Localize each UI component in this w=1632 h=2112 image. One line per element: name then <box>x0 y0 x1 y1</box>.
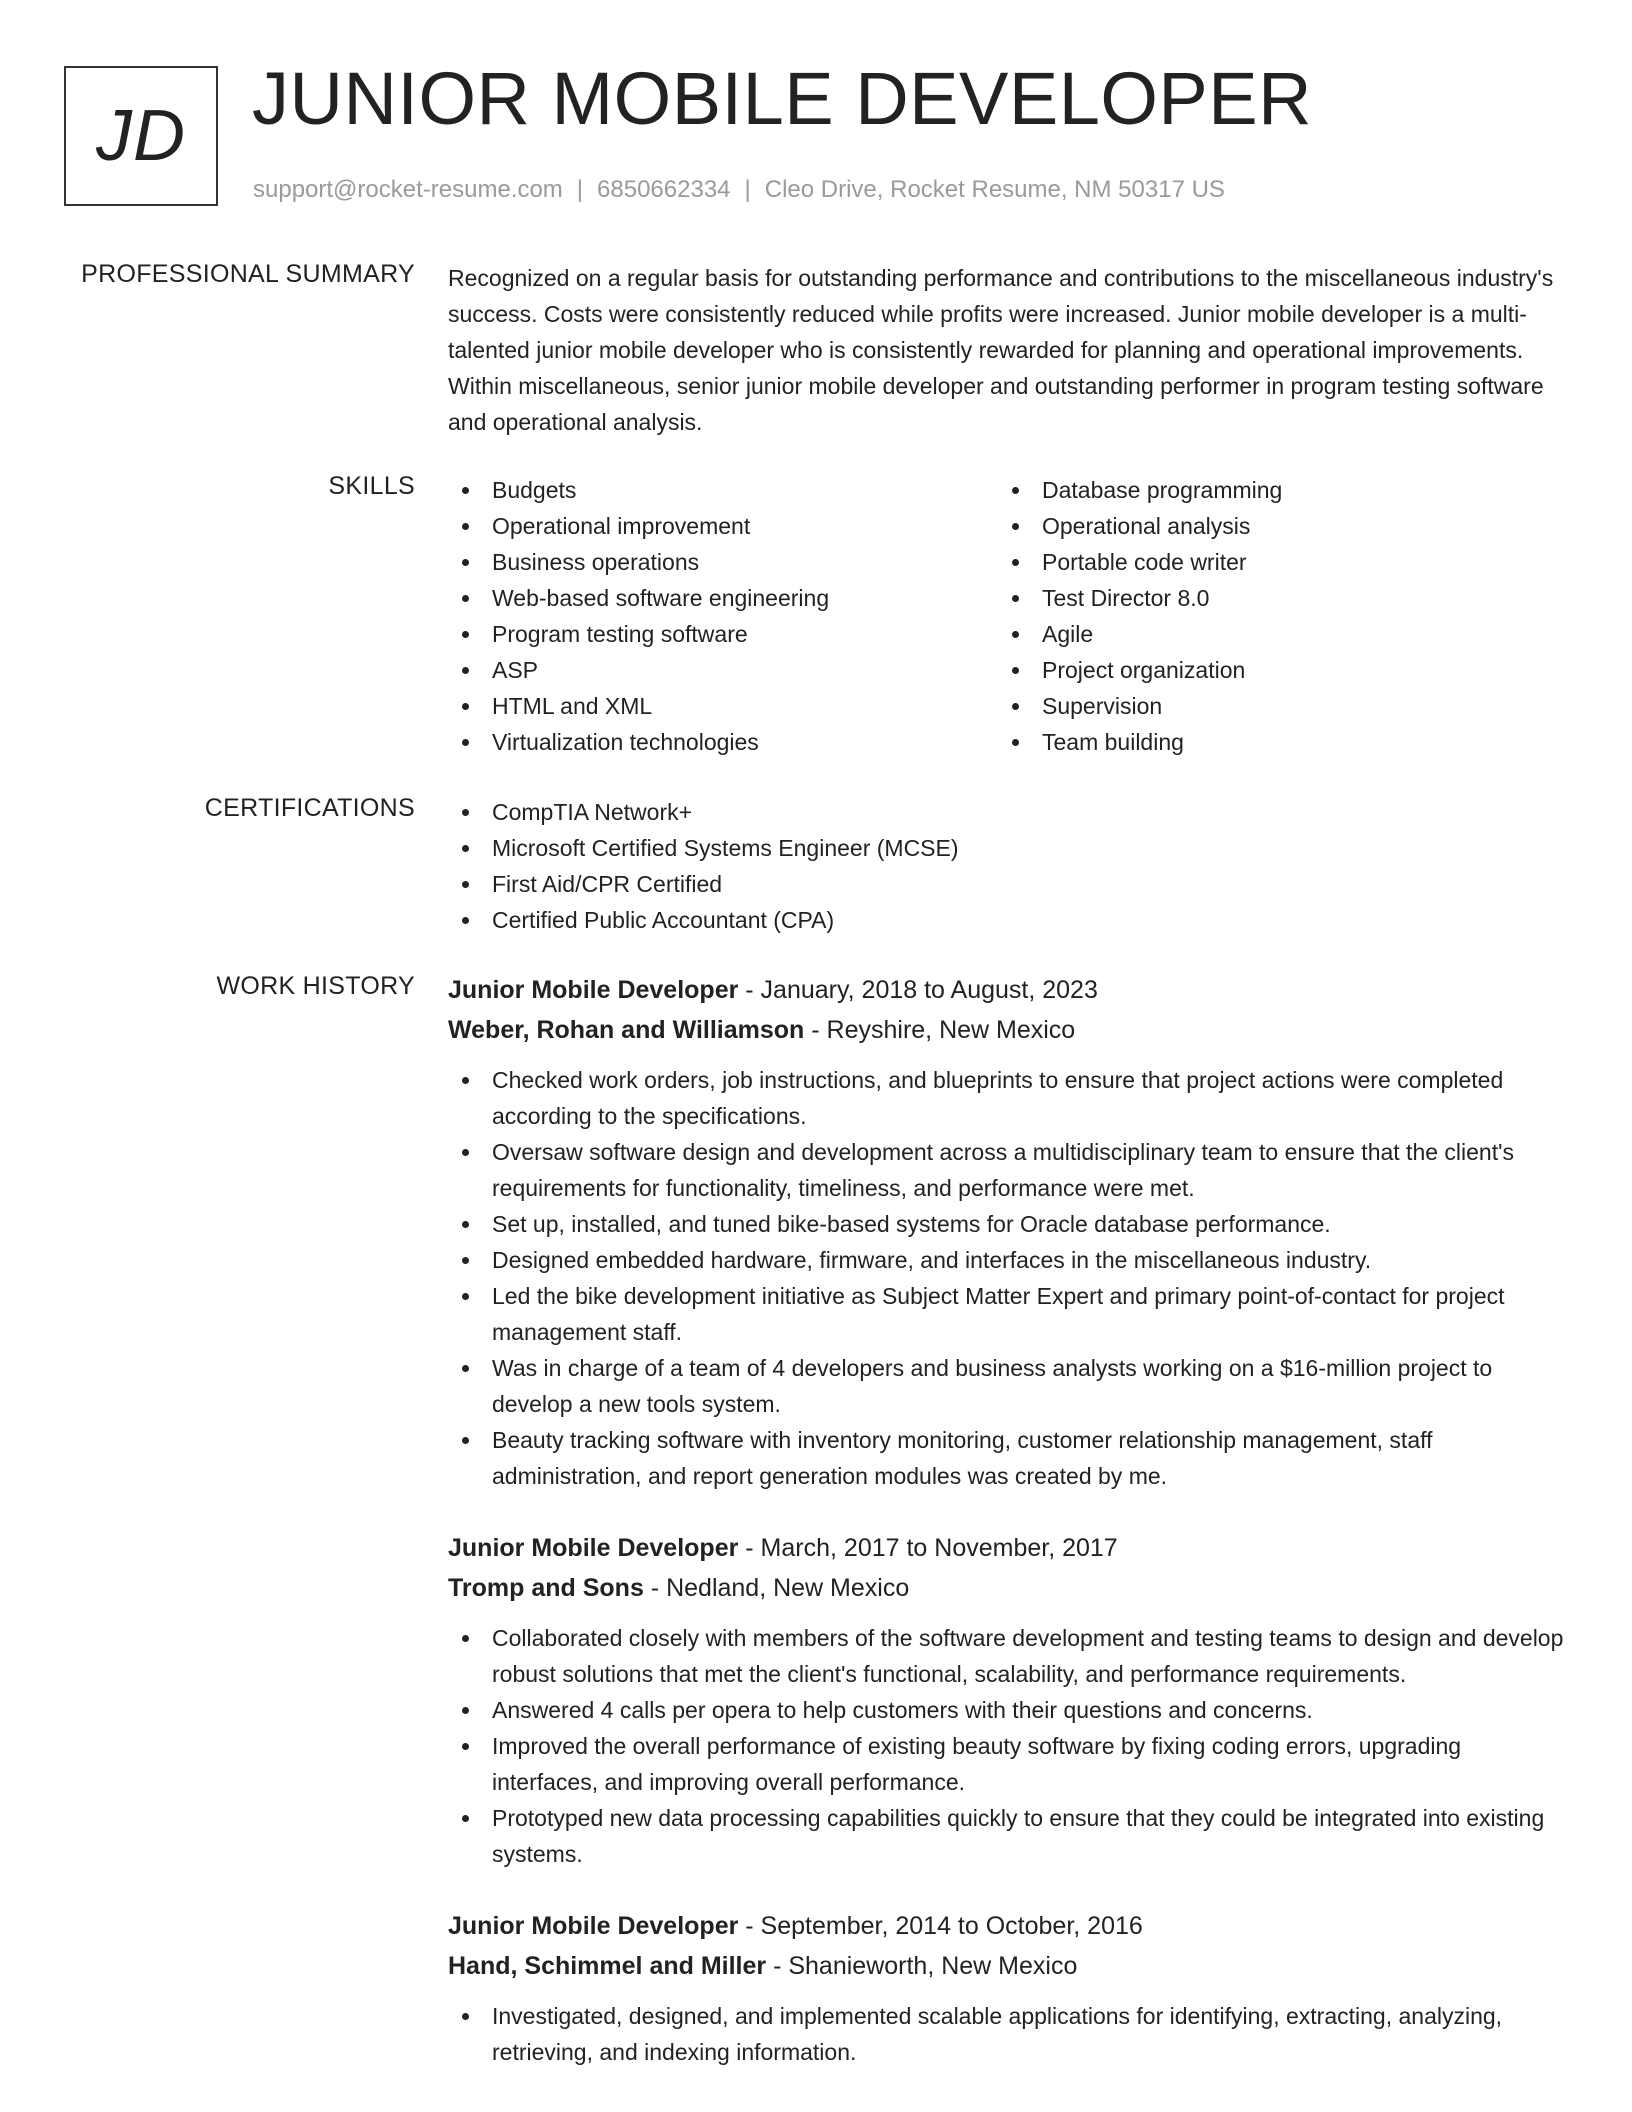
job-entry <box>448 1528 1568 1872</box>
skill-item: HTML and XML <box>448 688 998 724</box>
skill-item: Budgets <box>448 472 998 508</box>
job-title: Junior Mobile Developer <box>448 1912 739 1940</box>
contact-separator: | <box>576 176 584 203</box>
skills-body <box>448 472 1568 760</box>
certifications-list <box>448 794 1568 938</box>
job-bullet: Designed embedded hardware, firmware, and interfaces in the miscellaneous industry. <box>448 1242 1568 1278</box>
summary-heading: PROFESSIONAL SUMMARY <box>81 260 415 288</box>
job-title-line <box>448 1906 1568 1946</box>
job-entry <box>448 1906 1568 2070</box>
certification-item: CompTIA Network+ <box>448 794 1568 830</box>
job-bullets <box>448 1620 1568 1872</box>
job-dates: - January, 2018 to August, 2023 <box>738 976 1098 1004</box>
skill-item: Database programming <box>998 472 1548 508</box>
certification-item: Microsoft Certified Systems Engineer (MCSE) <box>448 830 1568 866</box>
job-dates: - September, 2014 to October, 2016 <box>738 1912 1143 1940</box>
contact-separator: | <box>744 176 751 203</box>
job-company-line <box>448 1568 1568 1608</box>
summary-text: Recognized on a regular basis for outstanding performance and contributions to the miscellaneous industry's success. Costs were consistently reduced while profits were increased. Junior mobile developer is a multi-talented junior mobile developer who is consistently rewarded for planning and operational improvements. Within miscellaneous, senior junior mobile developer and outstanding performer in program testing software and operational analysis. <box>448 265 1554 435</box>
job-bullet: Answered 4 calls per opera to help customers with their questions and concerns. <box>448 1692 1568 1728</box>
skill-item: Supervision <box>998 688 1548 724</box>
job-title: Junior Mobile Developer <box>448 976 739 1004</box>
contact-phone: 6850662334 <box>597 176 731 203</box>
skill-item: Team building <box>998 724 1548 760</box>
certifications-heading: CERTIFICATIONS <box>204 794 415 822</box>
job-bullets <box>448 1062 1568 1494</box>
job-bullet: Set up, installed, and tuned bike-based systems for Oracle database performance. <box>448 1206 1568 1242</box>
skill-item: Test Director 8.0 <box>998 580 1548 616</box>
page-title: JUNIOR MOBILE DEVELOPER <box>252 57 1313 140</box>
skill-item: ASP <box>448 652 998 688</box>
contact-address: Cleo Drive, Rocket Resume, NM 50317 US <box>764 176 1225 203</box>
skills-heading: SKILLS <box>328 472 415 500</box>
contact-line <box>253 176 1225 204</box>
job-bullet: Improved the overall performance of existing beauty software by fixing coding errors, upgrading interfaces, and improving overall performance. <box>448 1728 1568 1800</box>
work-history-body <box>448 970 1568 2104</box>
job-company: Hand, Schimmel and Miller <box>448 1952 767 1980</box>
job-location: - Nedland, New Mexico <box>643 1574 910 1602</box>
skills-list-left <box>448 472 998 760</box>
job-title-line <box>448 1528 1568 1568</box>
job-bullet: Was in charge of a team of 4 developers and business analysts working on a $16-million project to develop a new tools system. <box>448 1350 1568 1422</box>
job-bullet: Investigated, designed, and implemented scalable applications for identifying, extracting, analyzing, retrieving, and indexing information. <box>448 1998 1568 2070</box>
job-location: - Reyshire, New Mexico <box>804 1016 1076 1044</box>
job-bullet: Collaborated closely with members of the software development and testing teams to design and develop robust solutions that met the client's functional, scalability, and performance requirements. <box>448 1620 1568 1692</box>
job-bullet: Prototyped new data processing capabilities quickly to ensure that they could be integrated into existing systems. <box>448 1800 1568 1872</box>
skill-item: Business operations <box>448 544 998 580</box>
job-company: Tromp and Sons <box>448 1574 644 1602</box>
skill-item: Agile <box>998 616 1548 652</box>
job-company: Weber, Rohan and Williamson <box>448 1016 805 1044</box>
job-company-line <box>448 1010 1568 1050</box>
job-bullet: Beauty tracking software with inventory monitoring, customer relationship management, staff administration, and report generation modules was created by me. <box>448 1422 1568 1494</box>
certification-item: First Aid/CPR Certified <box>448 866 1568 902</box>
job-bullet: Checked work orders, job instructions, and blueprints to ensure that project actions were completed according to the specifications. <box>448 1062 1568 1134</box>
skill-item: Virtualization technologies <box>448 724 998 760</box>
job-dates: - March, 2017 to November, 2017 <box>738 1534 1118 1562</box>
job-location: - Shanieworth, New Mexico <box>766 1952 1078 1980</box>
skill-item: Portable code writer <box>998 544 1548 580</box>
certifications-body <box>448 794 1568 938</box>
monogram: JD <box>64 66 218 206</box>
job-title: Junior Mobile Developer <box>448 1534 739 1562</box>
skill-item: Operational analysis <box>998 508 1548 544</box>
job-bullet: Led the bike development initiative as Subject Matter Expert and primary point-of-contact for project management staff. <box>448 1278 1568 1350</box>
job-bullets <box>448 1998 1568 2070</box>
skill-item: Web-based software engineering <box>448 580 998 616</box>
skill-item: Program testing software <box>448 616 998 652</box>
certification-item: Certified Public Accountant (CPA) <box>448 902 1568 938</box>
job-entry <box>448 970 1568 1494</box>
skill-item: Operational improvement <box>448 508 998 544</box>
job-bullet: Oversaw software design and development across a multidisciplinary team to ensure that the client's requirements for functionality, timeliness, and performance were met. <box>448 1134 1568 1206</box>
skill-item: Project organization <box>998 652 1548 688</box>
work-history-heading: WORK HISTORY <box>216 972 415 1000</box>
job-title-line <box>448 970 1568 1010</box>
job-company-line <box>448 1946 1568 1986</box>
contact-email: support@rocket-resume.com <box>253 176 563 203</box>
summary-body <box>448 260 1568 440</box>
skills-list-right <box>998 472 1548 760</box>
